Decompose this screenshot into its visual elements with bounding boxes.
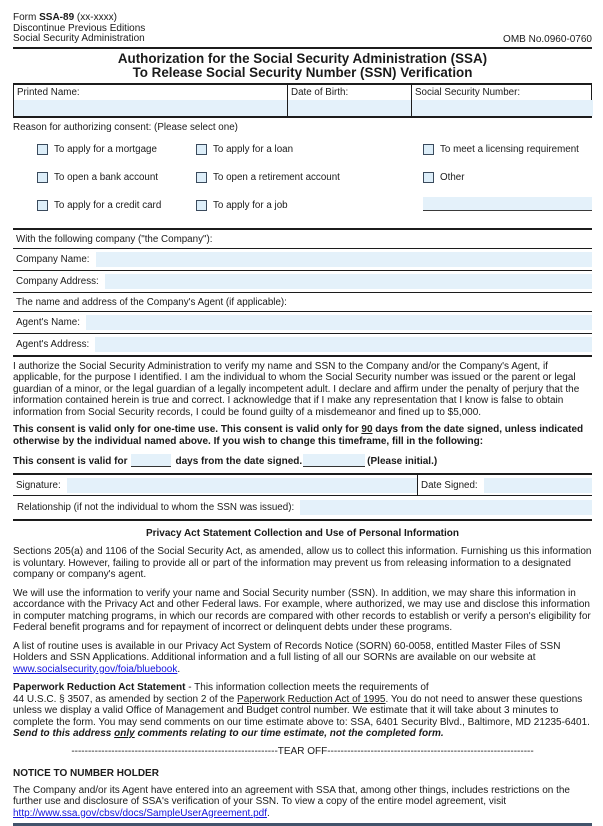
reason-option-job xyxy=(196,200,423,212)
company-address-input[interactable] xyxy=(105,274,592,289)
reason-options xyxy=(13,144,592,228)
reason-option-label: To apply for a mortgage xyxy=(54,144,157,155)
authorization-paragraph: I authorize the Social Security Administration to verify my name and SSN to the Company and/or the Company's Agent, if applicable, for the purpose I identified. I am the individual to whom the Social Security number was issued or the parent or legal guardian of a minor, or the legal guardian of a legally incompetent adult. I declare and affirm under the penalty of perjury that the information contained herein is true and correct. I acknowledge that if I make any representation that I know is false to obtain information from Social Security records, I could be found guilty of a misdemeanor and fined up to $5,000. xyxy=(13,360,580,418)
paperwork-text-2: 44 U.S.C. § 3507, as amended by section 2 of the xyxy=(13,693,238,705)
checkbox-loan[interactable] xyxy=(196,144,207,155)
other-reason-input[interactable] xyxy=(423,197,592,211)
form-id-block xyxy=(13,13,145,45)
reason-column-3 xyxy=(423,144,592,228)
consent-fill-text-3: (Please initial.) xyxy=(367,456,438,467)
checkbox-other[interactable] xyxy=(423,172,434,183)
company-address-label: Company Address: xyxy=(16,275,99,287)
reason-option-loan xyxy=(196,144,423,156)
form-revision: (xx-xxxx) xyxy=(74,12,117,23)
form-header xyxy=(13,13,592,49)
date-of-birth-input[interactable] xyxy=(288,100,411,116)
authorization-section xyxy=(13,355,592,468)
notice-text-end: . xyxy=(267,807,270,819)
agent-address-input[interactable] xyxy=(95,337,592,352)
consent-fill-line xyxy=(13,454,592,467)
notice-text: The Company and/or its Agent have entered into an agreement with SSA that, among other things, includes restrictions on the further use and disclosure of SSA's verification of your SSN. To view a copy of the entire model agreement, visit xyxy=(13,784,570,807)
printed-name-label: Printed Name: xyxy=(17,86,80,98)
consent-days-input[interactable] xyxy=(131,454,171,467)
consent-text-1: This consent is valid only for one-time use. This consent is valid only for xyxy=(13,424,362,435)
agent-address-label: Agent's Address: xyxy=(16,338,90,350)
checkbox-licensing[interactable] xyxy=(423,144,434,155)
consent-initials-input[interactable] xyxy=(303,454,365,467)
paperwork-paragraph xyxy=(13,682,592,740)
form-title-line2: To Release Social Security Number (SSN) Verification xyxy=(132,65,473,80)
company-name-input[interactable] xyxy=(96,252,592,267)
form-title-line1: Authorization for the Social Security Administration (SSA) xyxy=(117,50,488,66)
checkbox-bank-account[interactable] xyxy=(37,172,48,183)
consent-text-2: days from the date signed, unless indicated otherwise by the individual named above. If you wish to change this timeframe, fill in the following: xyxy=(13,424,584,447)
printed-name-input[interactable] xyxy=(14,100,287,116)
printed-name-cell xyxy=(14,85,287,116)
company-section-heading: With the following company ("the Company"): xyxy=(13,230,592,249)
form-number-line xyxy=(13,13,145,24)
date-of-birth-cell xyxy=(287,85,411,116)
reason-option-label: To apply for a credit card xyxy=(54,200,162,211)
sample-agreement-link[interactable]: http://www.ssa.gov/cbsv/docs/SampleUserAgreement.pdf xyxy=(13,807,268,819)
paperwork-italic-only: only xyxy=(114,728,135,739)
reason-option-label: To meet a licensing requirement xyxy=(440,144,579,155)
reason-option-mortgage xyxy=(37,144,196,156)
consent-days-default: 90 xyxy=(361,424,373,435)
reason-option-retirement-account xyxy=(196,172,423,184)
reason-option-licensing xyxy=(423,144,592,156)
date-of-birth-label: Date of Birth: xyxy=(291,86,349,98)
privacy-heading: Privacy Act Statement Collection and Use of Personal Information xyxy=(145,528,460,539)
paperwork-text-1: - This information collection meets the requirements of xyxy=(185,682,429,693)
ssn-input[interactable] xyxy=(412,100,593,116)
sorn-text: A list of routine uses is available in our Privacy Act System of Records Notice (SORN) 60-0058, entitled Master Files of SSN Holders and SSN Applications. Additional information and a full listing of all our SORNs are available on our website at xyxy=(13,640,561,663)
checkbox-job[interactable] xyxy=(196,200,207,211)
reason-column-1 xyxy=(37,144,196,228)
date-signed-cell xyxy=(418,475,592,495)
reason-column-2 xyxy=(196,144,423,228)
ssn-label: Social Security Number: xyxy=(415,86,521,98)
relationship-row xyxy=(13,496,592,519)
checkbox-retirement-account[interactable] xyxy=(196,172,207,183)
agent-name-row xyxy=(13,312,592,334)
reason-option-label: Other xyxy=(440,172,465,183)
consent-terms-paragraph xyxy=(13,424,592,447)
omb-number: OMB No.0960-0760 xyxy=(503,33,592,45)
edition-note: Discontinue Previous Editions xyxy=(13,22,146,34)
bluebook-link[interactable]: www.socialsecurity.gov/foia/bluebook xyxy=(13,663,178,675)
consent-fill-text-2: days from the date signed. xyxy=(175,456,303,467)
identity-table xyxy=(13,83,592,118)
paperwork-italic-2: comments relating to our time estimate, not the completed form. xyxy=(134,728,444,739)
sorn-text-end: . xyxy=(177,663,181,675)
paperwork-italic-1: Send to this address xyxy=(13,728,115,739)
agent-name-input[interactable] xyxy=(86,315,592,330)
date-signed-label: Date Signed: xyxy=(421,480,478,491)
company-address-row xyxy=(13,271,592,293)
privacy-paragraph-2: We will use the information to verify your name and Social Security number (SSN). In addition, we may share this information in accordance with the Privacy Act and other Federal laws. For example, where authorized, we may use and disclose this information in computer matching programs, in which our records are compared with other records to establish or verify a person's eligibility for Federal benefit programs and for repayment of incorrect or delinquent debts under these programs. xyxy=(13,587,591,633)
signature-table xyxy=(13,473,592,521)
consent-fill-text-1: This consent is valid for xyxy=(13,456,128,467)
agent-section-heading: The name and address of the Company's Agent (if applicable): xyxy=(13,293,592,312)
reason-prompt: Reason for authorizing consent: (Please select one) xyxy=(13,121,238,133)
form-number: SSA-89 xyxy=(39,12,75,23)
reason-option-bank-account xyxy=(37,172,196,184)
reason-option-other xyxy=(423,172,592,184)
paperwork-heading: Paperwork Reduction Act Statement xyxy=(13,682,186,693)
signature-row xyxy=(13,475,592,496)
agent-address-row xyxy=(13,334,592,355)
ssn-cell xyxy=(411,85,593,116)
reason-option-label: To apply for a loan xyxy=(213,144,294,155)
reason-option-label: To apply for a job xyxy=(213,200,288,211)
notice-heading: NOTICE TO NUMBER HOLDER xyxy=(13,767,159,779)
agency-name: Social Security Administration xyxy=(13,33,145,44)
relationship-label: Relationship (if not the individual to whom the SSN was issued): xyxy=(17,502,295,513)
reason-option-label: To open a retirement account xyxy=(213,172,340,183)
paperwork-text-3: . You do not need to answer these questions unless we display a valid Office of Management and Budget control number. We estimate that it will take about 3 minutes to complete the form. You may send comments on our time estimate above to: SSA, 6401 Security Blvd., Baltimore, MD 21235-6401. xyxy=(13,693,590,728)
date-signed-input[interactable] xyxy=(484,478,592,493)
form-prefix: Form xyxy=(13,12,40,23)
paperwork-act-underlined: Paperwork Reduction Act of 1995 xyxy=(237,693,386,705)
reason-option-credit-card xyxy=(37,200,196,212)
signature-label: Signature: xyxy=(16,480,61,491)
notice-paragraph xyxy=(13,785,592,820)
form-title xyxy=(13,52,592,81)
relationship-input[interactable] xyxy=(300,500,592,515)
company-name-row xyxy=(13,249,592,271)
checkbox-mortgage[interactable] xyxy=(37,144,48,155)
privacy-paragraph-1: Sections 205(a) and 1106 of the Social Security Act, as amended, allow us to collect this information. Furnishing us this information is voluntary. However, failing to provide all or part of the information may prevent us from releasing information to a designated company or company's agent. xyxy=(13,546,592,580)
company-section xyxy=(13,228,592,355)
signature-cell xyxy=(13,475,418,495)
reason-option-label: To open a bank account xyxy=(54,172,159,183)
company-name-label: Company Name: xyxy=(16,253,90,265)
checkbox-credit-card[interactable] xyxy=(37,200,48,211)
agent-name-label: Agent's Name: xyxy=(16,316,80,328)
privacy-paragraph-3 xyxy=(13,641,592,676)
signature-input[interactable] xyxy=(67,478,417,493)
tear-off-line: --------------------------------------------------------------TEAR OFF-------------------------------------------------------------- xyxy=(71,745,534,757)
